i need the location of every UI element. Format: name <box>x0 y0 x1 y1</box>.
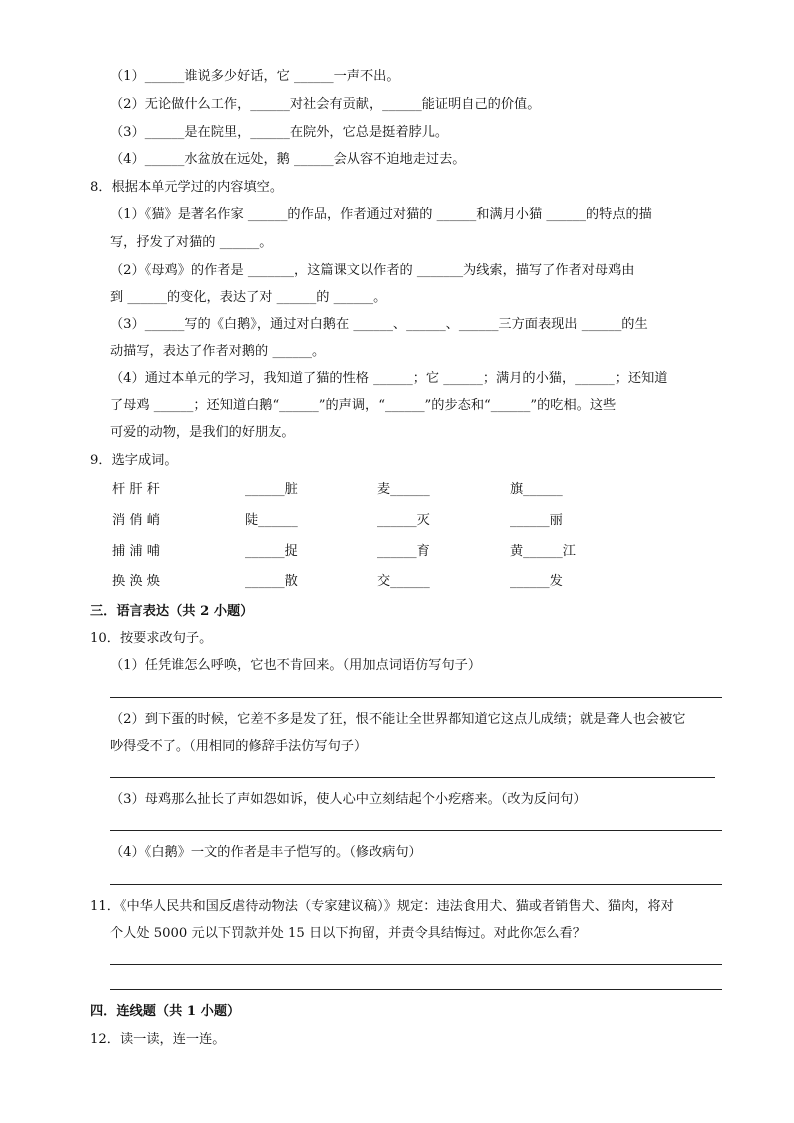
q9-row1-word2: 麦______ <box>377 482 430 497</box>
q8-line-6: 动描写，表达了作者对鹅的 ______。 <box>110 344 326 359</box>
q9-row2-word3: ______丽 <box>510 513 563 528</box>
q9-row3-word3: 黄______江 <box>510 544 576 559</box>
answer-line[interactable] <box>110 964 722 965</box>
q7-line-3: （3）______是在院里，______在院外，它总是挺着脖儿。 <box>110 125 449 140</box>
answer-line[interactable] <box>110 884 722 885</box>
q8-line-1: （1）《猫》是著名作家 ______的作品，作者通过对猫的 ______和满月小猫 ______的特点的描 <box>110 207 652 222</box>
q9-row1-word1: ______脏 <box>245 482 298 497</box>
q10-item-2-line-2: 吵得受不了。（用相同的修辞手法仿写句子） <box>110 739 368 754</box>
answer-line[interactable] <box>110 989 722 990</box>
q10-stem: 10．按要求改句子。 <box>90 631 213 646</box>
q9-row4-word1: ______散 <box>245 574 298 589</box>
q9-row2-word1: 陡______ <box>245 513 298 528</box>
q10-item-3: （3）母鸡那么扯长了声如怨如诉，使人心中立刻结起个小疙瘩来。（改为反问句） <box>110 792 587 807</box>
q8-line-7: （4）通过本单元的学习，我知道了猫的性格 ______；它 ______；满月的小猫，______；还知道 <box>110 371 668 386</box>
q9-row2-chars: 消 俏 峭 <box>112 513 160 528</box>
q9-row4-chars: 换 涣 焕 <box>112 574 160 589</box>
q9-stem: 9．选字成词。 <box>90 453 178 468</box>
q10-item-4: （4）《白鹅》一文的作者是丰子恺写的。（修改病句） <box>110 845 422 860</box>
q8-line-5: （3）______写的《白鹅》，通过对白鹅在 ______、______、______三方面表现出 ______的生 <box>110 317 648 332</box>
q9-row3-chars: 捕 浦 哺 <box>112 544 160 559</box>
q9-row4-word3: ______发 <box>510 574 563 589</box>
section-4-title: 四．连线题（共 1 小题） <box>90 1004 241 1019</box>
answer-line[interactable] <box>110 777 715 778</box>
q9-row2-word2: ______灭 <box>377 513 430 528</box>
q9-row3-word1: ______捉 <box>245 544 298 559</box>
q8-stem: 8．根据本单元学过的内容填空。 <box>90 180 284 195</box>
q7-line-4: （4）______水盆放在远处，鹅 ______会从容不迫地走过去。 <box>110 152 466 167</box>
q7-line-1: （1）______谁说多少好话，它 ______一声不出。 <box>110 69 400 84</box>
q9-row1-word3: 旗______ <box>510 482 563 497</box>
q7-line-2: （2）无论做什么工作，______对社会有贡献，______能证明自己的价值。 <box>110 97 541 112</box>
answer-line[interactable] <box>110 830 722 831</box>
q8-line-3: （2）《母鸡》的作者是 _______，这篇课文以作者的 _______为线索，描写了作者对母鸡由 <box>110 263 635 278</box>
q9-row4-word2: 交______ <box>377 574 430 589</box>
q8-line-8: 了母鸡 ______；还知道白鹅“______”的声调，“______”的步态和“______”的吃相。这些 <box>110 398 617 413</box>
q11-line-1: 11．《中华人民共和国反虐待动物法（专家建议稿）》规定：违法食用犬、猫或者销售犬、猫肉，将对 <box>90 899 674 914</box>
q10-item-1: （1）任凭谁怎么呼唤，它也不肯回来。（用加点词语仿写句子） <box>110 658 482 673</box>
q9-row1-chars: 杆 肝 秆 <box>112 482 160 497</box>
q12-stem: 12．读一读，连一连。 <box>90 1032 226 1047</box>
q9-row3-word2: ______育 <box>377 544 430 559</box>
q8-line-4: 到 ______的变化，表达了对 ______的 ______。 <box>110 290 387 305</box>
section-3-title: 三．语言表达（共 2 小题） <box>90 604 254 619</box>
q11-line-2: 个人处 5000 元以下罚款并处 15 日以下拘留，并责令具结悔过。对此你怎么看？ <box>110 926 586 941</box>
q8-line-9: 可爱的动物，是我们的好朋友。 <box>110 425 295 440</box>
answer-line[interactable] <box>110 697 722 698</box>
q10-item-2-line-1: （2）到下蛋的时候，它差不多是发了狂，恨不能让全世界都知道它这点儿成绩；就是聋人也会被它 <box>110 712 686 727</box>
q8-line-2: 写，抒发了对猫的 ______。 <box>110 235 273 250</box>
